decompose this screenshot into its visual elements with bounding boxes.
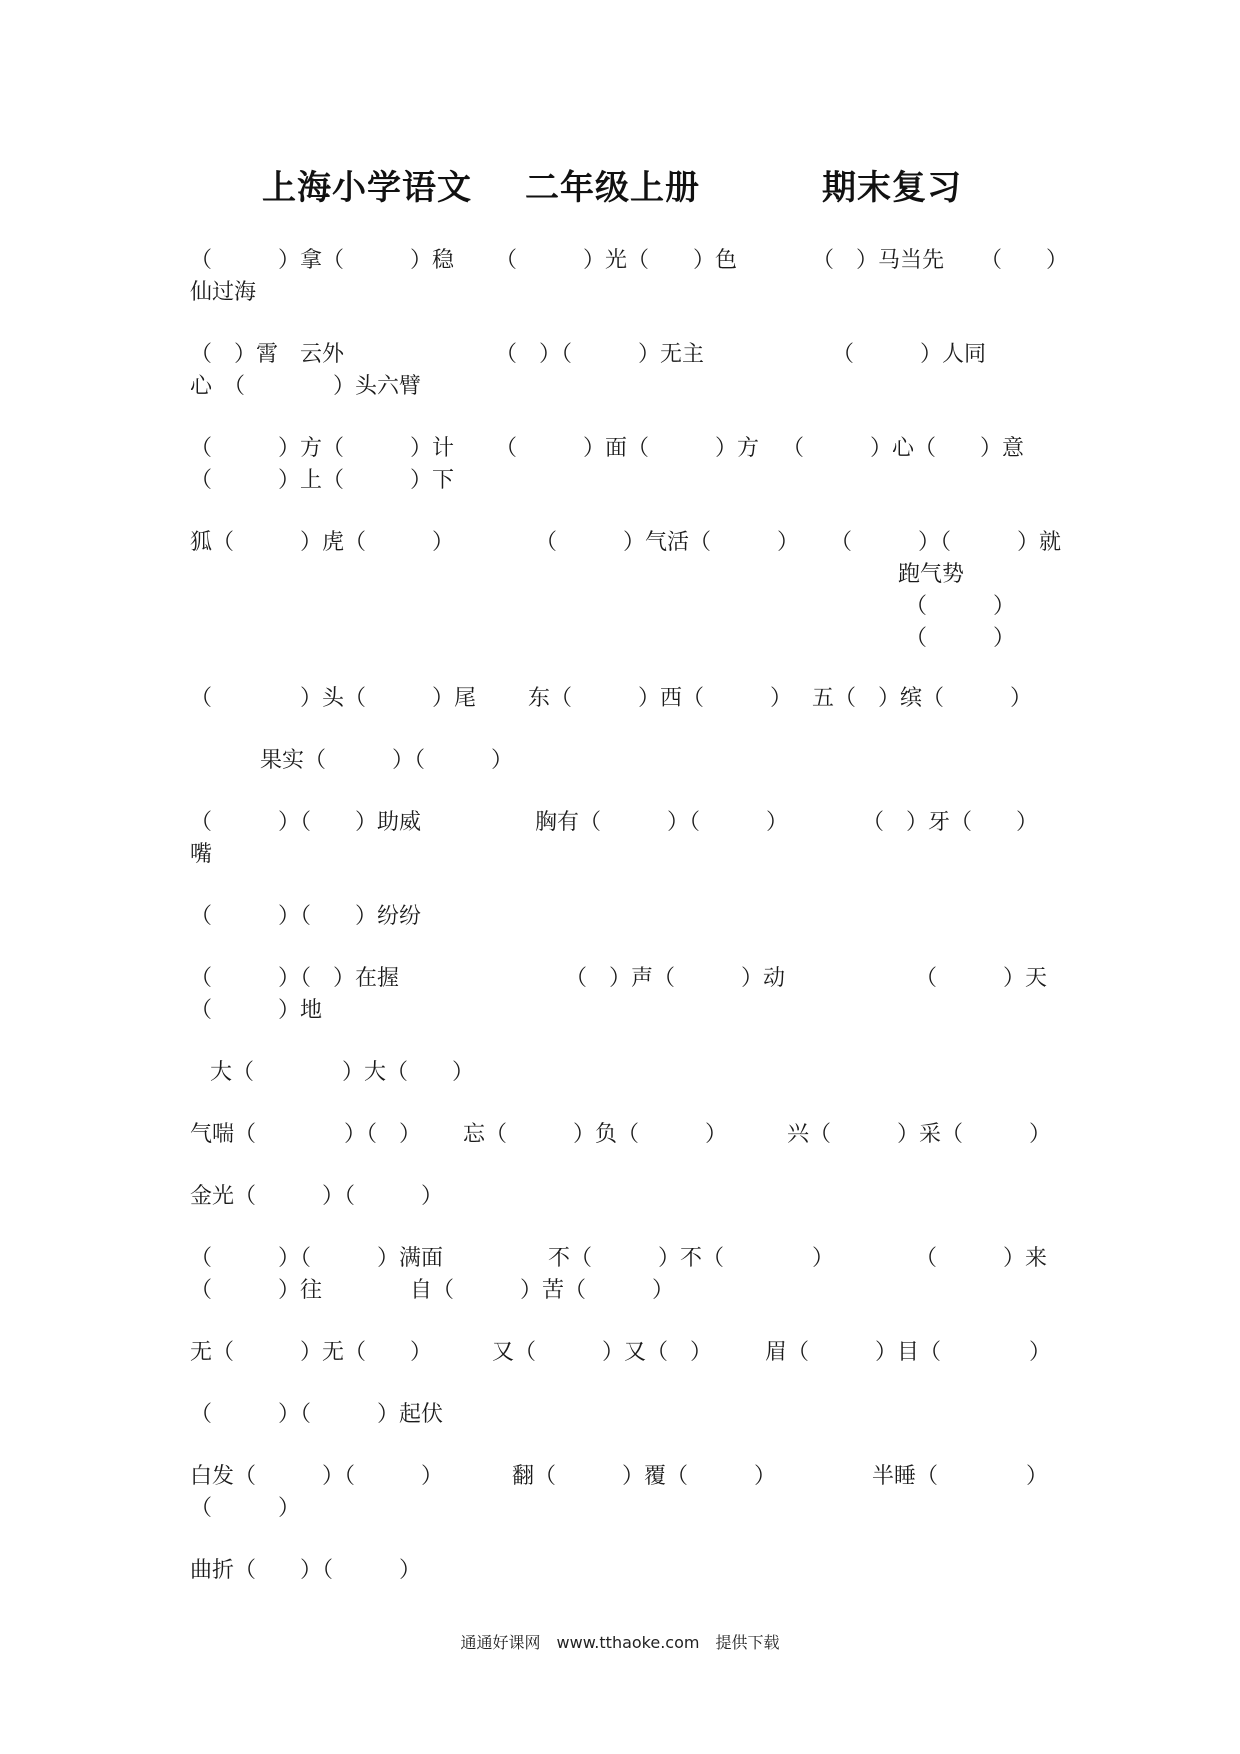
idiom-blank: （ ）霄 云外 (190, 342, 345, 367)
idiom-blank: （ ）人同 (832, 342, 987, 367)
exercise-line (0, 590, 1240, 624)
idiom-blank: （ ） (905, 594, 1016, 619)
idiom-blank: 气喘（ ）（ ） (190, 1122, 422, 1147)
exercise-line (0, 1056, 1240, 1090)
idiom-blank: （ ）气活（ ） (535, 530, 800, 555)
exercise-line (0, 558, 1240, 592)
exercise-line (0, 432, 1240, 466)
idiom-blank: 果实（ ）（ ） (260, 748, 514, 773)
exercise-line (0, 244, 1240, 278)
idiom-blank: 五（ ）缤（ ） (812, 686, 1033, 711)
exercise-line (0, 370, 1240, 404)
exercise-line (0, 838, 1240, 872)
idiom-blank: （ ）头（ ）尾 (190, 686, 477, 711)
exercise-line (0, 1118, 1240, 1152)
idiom-blank: （ ）地 (190, 998, 323, 1023)
idiom-blank: （ ）天 (915, 966, 1048, 991)
idiom-blank: 翻（ ）覆（ ） (512, 1464, 777, 1489)
exercise-line (0, 1180, 1240, 1214)
exercise-line (0, 1398, 1240, 1432)
idiom-blank: （ ）来 (915, 1246, 1048, 1271)
exercise-line (0, 962, 1240, 996)
exercise-line (0, 994, 1240, 1028)
idiom-blank: 仙过海 (190, 280, 257, 305)
page-title (0, 160, 1240, 210)
exercise-line (0, 276, 1240, 310)
idiom-blank: 白发（ ）（ ） (190, 1464, 444, 1489)
idiom-blank: 兴（ ）采（ ） (787, 1122, 1052, 1147)
idiom-blank: 不（ ）不（ ） (548, 1246, 835, 1271)
idiom-blank: （ ）牙（ ） (862, 810, 1039, 835)
title-subject: 上海小学语文 (262, 168, 472, 208)
idiom-blank: 眉（ ）目（ ） (765, 1340, 1052, 1365)
exercise-line (0, 622, 1240, 656)
idiom-blank: （ ）（ ）就 (830, 530, 1062, 555)
idiom-blank: （ ）上（ ）下 (190, 468, 455, 493)
idiom-blank: （ ）方（ ）计 (190, 436, 455, 461)
exercise-line (0, 900, 1240, 934)
idiom-blank: （ ）拿（ ）稳 (190, 248, 455, 273)
exercise-line (0, 682, 1240, 716)
exercise-line (0, 1274, 1240, 1308)
title-grade: 二年级上册 (525, 168, 700, 208)
idiom-blank: （ ）（ ）助威 (190, 810, 422, 835)
idiom-blank: （ ）光（ ）色 (495, 248, 738, 273)
idiom-blank: 曲折（ ）（ ） (190, 1558, 422, 1583)
idiom-blank: 东（ ）西（ ） (528, 686, 793, 711)
exercise-line (0, 1492, 1240, 1526)
page-footer: 通通好课网 www.tthaoke.com 提供下载 (460, 1633, 780, 1652)
idiom-blank: （ ）（ ）起伏 (190, 1402, 444, 1427)
idiom-blank: （ ） (905, 626, 1016, 651)
idiom-blank: 自（ ）苦（ ） (410, 1278, 675, 1303)
idiom-blank: 胸有（ ）（ ） (535, 810, 789, 835)
idiom-blank: 无（ ）无（ ） (190, 1340, 433, 1365)
idiom-blank: 狐（ ）虎（ ） (190, 530, 455, 555)
exercise-line (0, 1460, 1240, 1494)
idiom-blank: （ ）（ ）满面 (190, 1246, 444, 1271)
idiom-blank: 金光（ ）（ ） (190, 1184, 444, 1209)
exercise-line (0, 1554, 1240, 1588)
idiom-blank: （ ）马当先 (812, 248, 945, 273)
idiom-blank: （ ） (190, 1496, 301, 1521)
idiom-blank: 嘴 (190, 842, 213, 867)
idiom-blank: 跑气势 (898, 562, 965, 587)
idiom-blank: 心 （ ）头六臂 (190, 374, 422, 399)
idiom-blank: 半睡（ ） (872, 1464, 1049, 1489)
idiom-blank: （ ）（ ）在握 (190, 966, 400, 991)
idiom-blank: （ ）（ ）纷纷 (190, 904, 422, 929)
exercise-line (0, 338, 1240, 372)
idiom-blank: （ ）往 (190, 1278, 323, 1303)
title-review: 期末复习 (822, 168, 962, 208)
exercise-line (0, 1242, 1240, 1276)
idiom-blank: （ ）面（ ）方 (495, 436, 760, 461)
exercise-line (0, 1336, 1240, 1370)
idiom-blank: 大（ ）大（ ） (210, 1060, 475, 1085)
idiom-blank: （ ）心（ ）意 (782, 436, 1025, 461)
idiom-blank: （ ）（ ）无主 (495, 342, 705, 367)
exercise-line (0, 744, 1240, 778)
exercise-line (0, 806, 1240, 840)
idiom-blank: 又（ ）又（ ） (492, 1340, 713, 1365)
idiom-blank: （ ） (980, 248, 1069, 273)
idiom-blank: 忘（ ）负（ ） (463, 1122, 728, 1147)
exercise-line (0, 526, 1240, 560)
idiom-blank: （ ）声（ ）动 (565, 966, 786, 991)
exercise-line (0, 464, 1240, 498)
